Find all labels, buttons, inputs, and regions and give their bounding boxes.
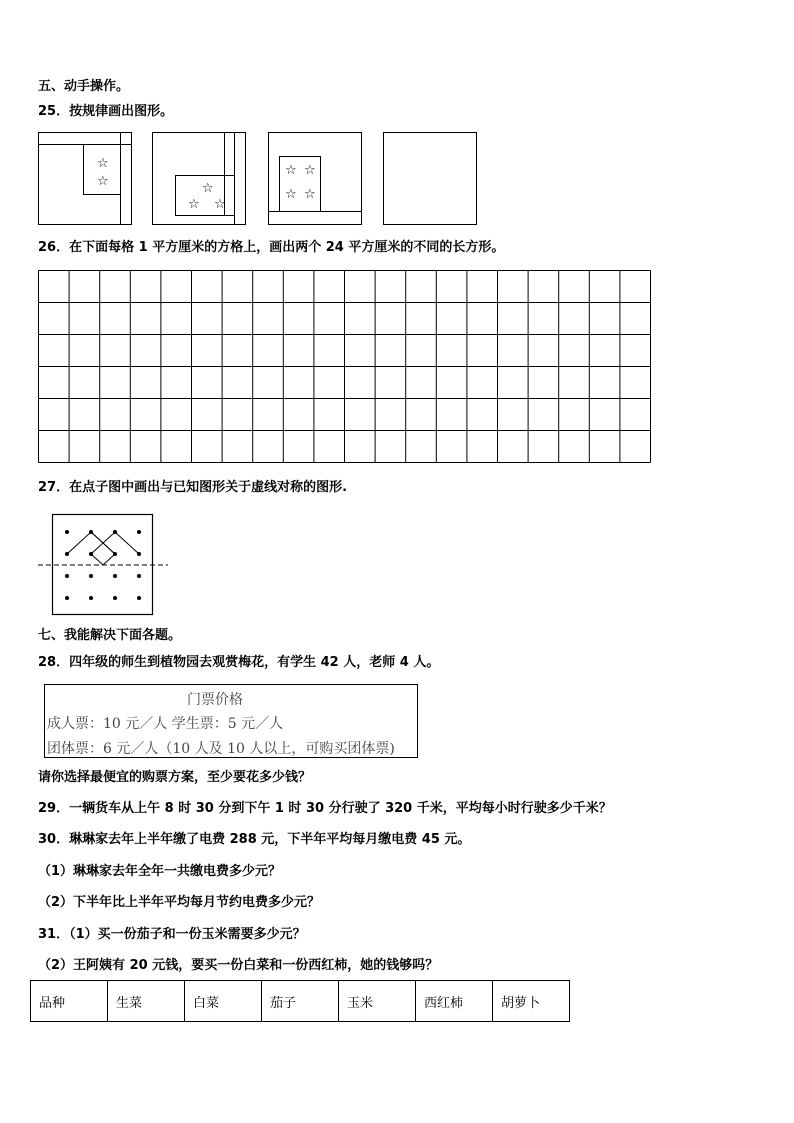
table-cell: 玉米 xyxy=(339,981,416,1022)
star-card xyxy=(83,144,121,195)
table-cell: 生菜 xyxy=(108,981,185,1022)
ticket-price-line-1: 成人票：10 元／人 学生票：5 元／人 xyxy=(47,716,284,732)
pattern-figure-1 xyxy=(38,132,132,225)
pattern-answer-box[interactable] xyxy=(383,132,477,225)
table-row xyxy=(31,981,570,1022)
table-cell: 白菜 xyxy=(185,981,262,1022)
question-30-part-2: （2）下半年比上半年平均每月节约电费多少元？ xyxy=(38,895,321,910)
table-cell: 茄子 xyxy=(262,981,339,1022)
dot-grid-figure[interactable] xyxy=(38,510,168,616)
ticket-price-box xyxy=(44,684,418,758)
question-28-ask: 请你选择最便宜的购票方案，至少要花多少钱？ xyxy=(38,770,312,785)
question-25: 25．按规律画出图形。 xyxy=(38,104,174,119)
vegetable-table xyxy=(30,980,570,1022)
question-26: 26．在下面每格 1 平方厘米的方格上，画出两个 24 平方厘米的不同的长方形。 xyxy=(38,240,505,255)
question-30: 30．琳琳家去年上半年缴了电费 288 元，下半年平均每月缴电费 45 元。 xyxy=(38,832,471,847)
ticket-price-line-2: 团体票：6 元／人（10 人及 10 人以上，可购买团体票) xyxy=(47,741,395,757)
star-icon: ☆ xyxy=(97,156,109,171)
star-card xyxy=(175,175,235,216)
table-cell: 西红柿 xyxy=(416,981,493,1022)
star-icon: ☆ xyxy=(188,197,200,212)
star-icon: ☆ xyxy=(202,181,214,196)
question-28: 28．四年级的师生到植物园去观赏梅花，有学生 42 人，老师 4 人。 xyxy=(38,655,440,670)
star-icon: ☆ xyxy=(97,174,109,189)
star-icon: ☆ xyxy=(285,187,297,202)
section-seven-heading: 七、我能解决下面各题。 xyxy=(38,628,182,643)
ticket-price-title: 门票价格 xyxy=(187,692,243,708)
question-29: 29．一辆货车从上午 8 时 30 分到下午 1 时 30 分行驶了 320 千米，平均每小时行驶多少千米？ xyxy=(38,801,612,816)
star-icon: ☆ xyxy=(285,163,297,178)
star-icon: ☆ xyxy=(304,187,316,202)
section-five-heading: 五、动手操作。 xyxy=(38,79,130,94)
star-card xyxy=(279,156,321,212)
table-cell: 品种 xyxy=(31,981,108,1022)
question-31-part-1: 31．（1）买一份茄子和一份玉米需要多少元？ xyxy=(38,927,306,942)
star-icon: ☆ xyxy=(214,197,226,212)
question-27: 27．在点子图中画出与已知图形关于虚线对称的图形. xyxy=(38,480,348,495)
square-grid[interactable] xyxy=(38,270,652,464)
table-cell: 胡萝卜 xyxy=(493,981,570,1022)
star-icon: ☆ xyxy=(304,163,316,178)
question-30-part-1: （1）琳琳家去年全年一共缴电费多少元？ xyxy=(38,864,282,879)
pattern-figure-2 xyxy=(152,132,246,225)
given-figure xyxy=(67,532,139,565)
question-31-part-2: （2）王阿姨有 20 元钱，要买一份白菜和一份西红柿，她的钱够吗？ xyxy=(38,958,439,973)
pattern-figure-3 xyxy=(268,132,362,225)
